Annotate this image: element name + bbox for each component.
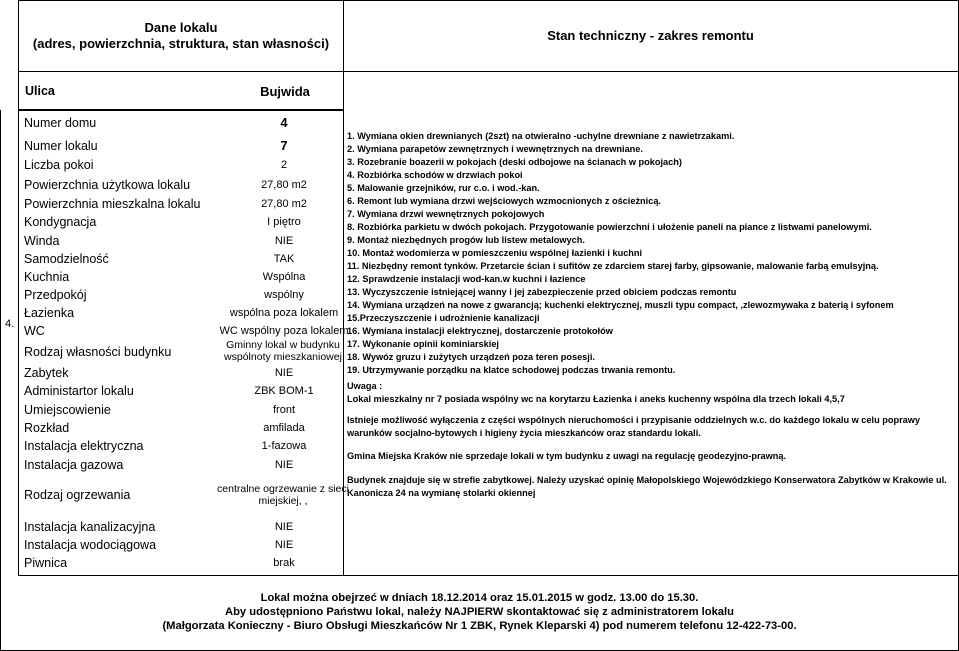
- field-value: NIE: [274, 367, 294, 379]
- field-value: 1-fazowa: [261, 440, 307, 452]
- field-label: WC: [24, 324, 45, 338]
- field-value: NIE: [274, 539, 294, 551]
- contact-instruction: Aby udostępniono Państwu lokal, należy NAJPIERW skontaktować się z administratorem lokalu: [225, 606, 734, 618]
- field-value: NIE: [274, 235, 294, 247]
- row-index: 4.: [5, 318, 15, 330]
- field-label: Instalacja wodociągowa: [24, 538, 157, 552]
- field-value: 27,80 m2: [261, 198, 307, 210]
- repair-item: 3. Rozebranie boazerii w pokojach (deski odbojowe na ścianach w pokojach): [347, 157, 682, 167]
- field-value: wspólny: [264, 289, 304, 301]
- field-value: brak: [273, 557, 295, 569]
- repair-item: 17. Wykonanie opinii kominiarskiej: [347, 339, 499, 349]
- street-value: Bujwida: [260, 84, 310, 99]
- technical-state-title: Stan techniczny - zakres remontu: [547, 28, 754, 43]
- row-index-cell: [0, 110, 19, 576]
- field-label: Powierzchnia mieszkalna lokalu: [24, 197, 201, 211]
- repair-item: 2. Wymiana parapetów zewnętrznych i wewnętrznych na drewniane.: [347, 144, 643, 154]
- field-label: Instalacja kanalizacyjna: [24, 520, 156, 534]
- field-value: 7: [280, 138, 288, 153]
- repair-item: 19. Utrzymywanie porządku na klatce schodowej podczas trwania remontu.: [347, 365, 676, 375]
- fields-top-rule: [18, 110, 343, 111]
- repair-item: 11. Niezbędny remont tynków. Przetarcie ścian i sufitów ze zdarciem starej farby, gipsowanie, malowanie farbą emulsyjną.: [347, 261, 879, 271]
- note-shared-facilities: Lokal mieszkalny nr 7 posiada wspólny wc na korytarzu Łazienka i aneks kuchenny wspólna dla trzech lokali 4,5,7: [347, 394, 845, 404]
- repair-item: 16. Wymiana instalacji elektrycznej, dostarczenie protokołów: [347, 326, 613, 336]
- repair-item: 10. Montaż wodomierza w pomieszczeniu wspólnej łazienki i kuchni: [347, 248, 643, 258]
- field-value: WC wspólny poza lokalem: [219, 325, 349, 337]
- repair-item: 6. Remont lub wymiana drzwi wejściowych wzmocnionych z ościeżnicą.: [347, 196, 661, 206]
- field-label: Numer domu: [24, 116, 97, 130]
- header-subtitle: (adres, powierzchnia, struktura, stan własności): [32, 36, 330, 51]
- street-right-cell: [343, 72, 959, 110]
- note-separation: Istnieje możliwość wyłączenia z części wspólnych nieruchomości i przypisanie oddzielnych w.c. do każdego lokalu w celu poprawy warunków socjalno-bytowych i higieny życia mieszkańców oraz standardu lokali.: [347, 415, 921, 438]
- field-value: amfilada: [263, 422, 305, 434]
- field-value: 2: [280, 159, 288, 171]
- field-value: I piętro: [267, 216, 301, 228]
- field-label: Samodzielność: [24, 252, 109, 266]
- repair-item: 12. Sprawdzenie instalacji wod-kan.w kuchni i łazience: [347, 274, 586, 284]
- note-heritage: Budynek znajduje się w strefie zabytkowej. Należy uzyskać opinię Małopolskiego Wojewódzkiego Konserwatora Zabytków w Krakowie ul. Kanonicza 24 na wymianę stolarki okiennej: [347, 475, 947, 498]
- field-label: Rozkład: [24, 421, 70, 435]
- field-value: centralne ogrzewanie z sieci miejskiej, ,: [217, 483, 349, 507]
- field-value: front: [272, 404, 295, 416]
- note-sale-restriction: Gmina Miejska Kraków nie sprzedaje lokali w tym budynku z uwagi na regulację geodezyjno-prawną.: [347, 451, 787, 461]
- field-value: NIE: [274, 521, 294, 533]
- fields-block: [18, 110, 349, 576]
- field-label: Zabytek: [24, 366, 69, 380]
- field-label: Liczba pokoi: [24, 158, 94, 172]
- repair-item: 14. Wymiana urządzeń na nowe z gwarancją; kuchenki elektrycznej, muszli typu compact, ,zlewozmywaka z baterią i syfonem: [347, 300, 894, 310]
- repair-item: 4. Rozbiórka schodów w drzwiach pokoi: [347, 170, 523, 180]
- field-label: Powierzchnia użytkowa lokalu: [24, 178, 191, 192]
- field-label: Numer lokalu: [24, 139, 98, 153]
- repair-item: 15.Przeczyszczenie i udrożnienie kanalizacji: [347, 313, 540, 323]
- field-label: Kuchnia: [24, 270, 70, 284]
- property-data-header: [18, 0, 344, 72]
- viewing-dates: Lokal można obejrzeć w dniach 18.12.2014 oraz 15.01.2015 w godz. 13.00 do 15.30.: [260, 592, 699, 604]
- field-value: NIE: [274, 459, 294, 471]
- repair-item: 8. Rozbiórka parkietu w dwóch pokojach. Przygotowanie powierzchni i ułożenie paneli na piance z listwami panelowymi.: [347, 222, 872, 232]
- technical-state-header: [343, 0, 959, 72]
- field-value: Gminny lokal w budynku wspólnoty mieszkaniowej: [224, 339, 342, 363]
- field-value: TAK: [273, 253, 295, 265]
- header-title: Dane lokalu: [144, 20, 218, 35]
- field-label: Rodzaj ogrzewania: [24, 488, 131, 502]
- repair-item: 13. Wyczyszczenie istniejącej wanny i jej zabezpieczenie przed obiciem podczas remontu: [347, 287, 737, 297]
- street-row: [18, 72, 344, 110]
- field-value: 27,80 m2: [261, 179, 307, 191]
- field-value: wspólna poza lokalem: [229, 307, 339, 319]
- field-label: Piwnica: [24, 556, 68, 570]
- field-label: Winda: [24, 234, 60, 248]
- repair-item: 9. Montaż niezbędnych progów lub listew metalowych.: [347, 235, 585, 245]
- field-label: Instalacja elektryczna: [24, 439, 144, 453]
- field-label: Kondygnacja: [24, 215, 97, 229]
- contact-details: (Małgorzata Konieczny - Biuro Obsługi Mieszkańców Nr 1 ZBK, Rynek Kleparski 4) pod numerem telefonu 12-422-73-00.: [162, 620, 797, 632]
- field-label: Rodzaj własności budynku: [24, 345, 172, 359]
- field-label: Umiejscowienie: [24, 403, 111, 417]
- repair-item: 18. Wywóz gruzu i zużytych urządzeń poza teren posesji.: [347, 352, 595, 362]
- field-value: Wspólna: [262, 271, 306, 283]
- repair-item: 5. Malowanie grzejników, rur c.o. i wod.-kan.: [347, 183, 540, 193]
- field-value: ZBK BOM-1: [254, 385, 314, 397]
- street-label: Ulica: [25, 84, 55, 98]
- repair-item: 1. Wymiana okien drewnianych (2szt) na otwieralno -uchylne drewniane z nawietrzakami.: [347, 131, 735, 141]
- repair-item: 7. Wymiana drzwi wewnętrznych pokojowych: [347, 209, 545, 219]
- field-value: 4: [280, 115, 288, 130]
- notes-heading: Uwaga :: [347, 381, 383, 391]
- field-label: Instalacja gazowa: [24, 458, 124, 472]
- field-label: Administartor lokalu: [24, 384, 134, 398]
- field-label: Łazienka: [24, 306, 75, 320]
- field-label: Przedpokój: [24, 288, 87, 302]
